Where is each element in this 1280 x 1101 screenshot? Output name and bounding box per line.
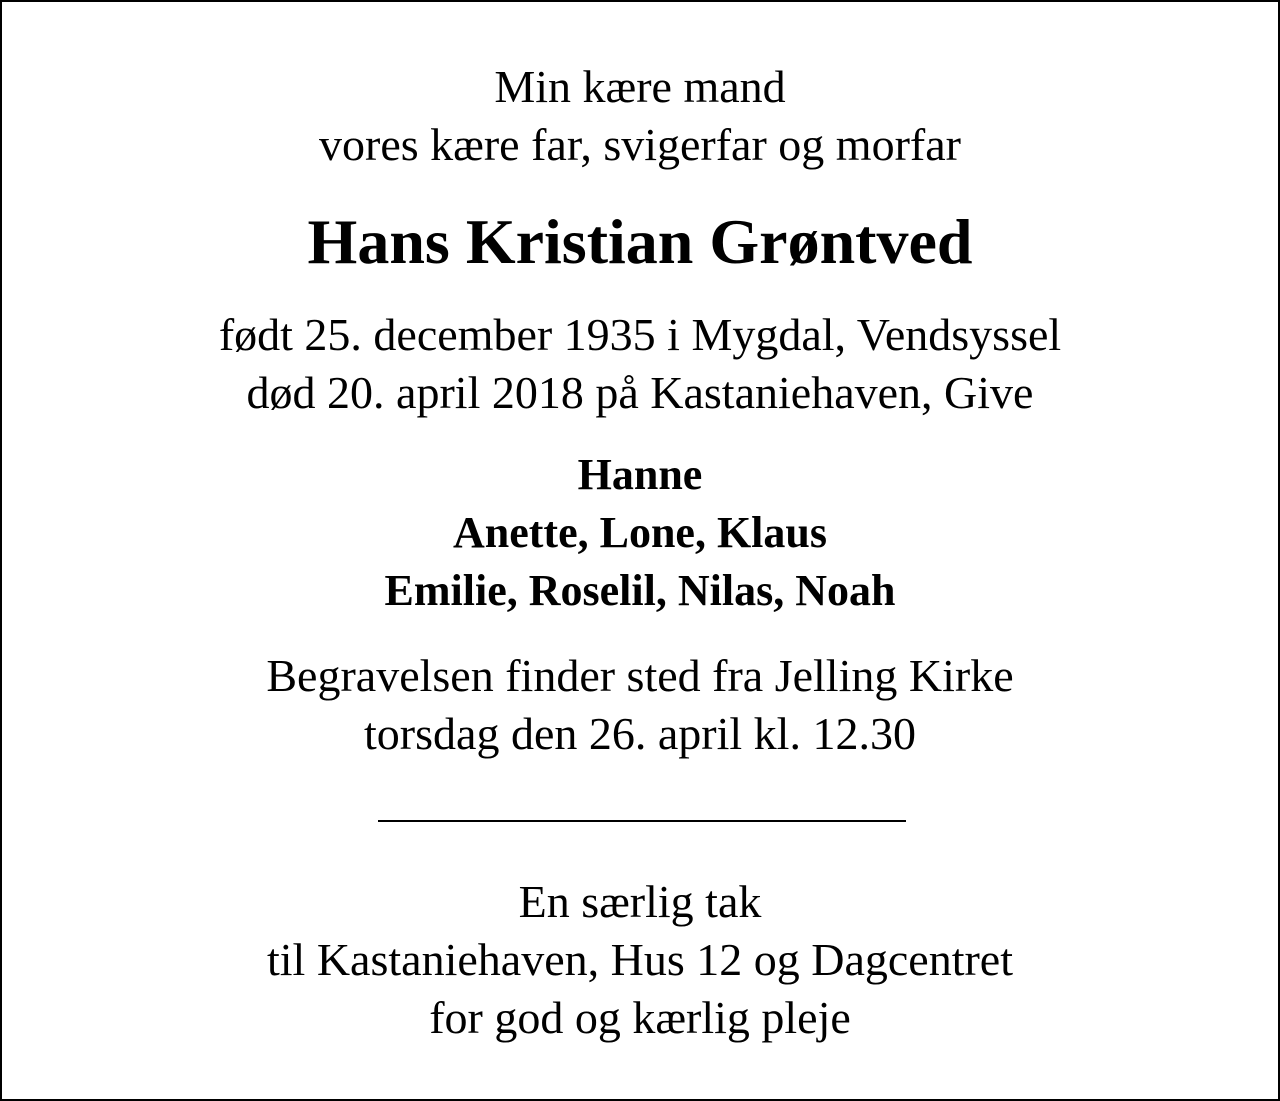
divider-rule — [378, 820, 906, 822]
birth-line: født 25. december 1935 i Mygdal, Vendsyssel — [218, 309, 1062, 360]
thanks-line-1: En særlig tak — [518, 876, 762, 927]
intro-line-2: vores kære far, svigerfar og morfar — [319, 119, 961, 170]
family-spouse: Hanne — [577, 450, 703, 499]
thanks-line-2: til Kastaniehaven, Hus 12 og Dagcentret — [267, 934, 1013, 985]
funeral-line-2: torsdag den 26. april kl. 12.30 — [364, 708, 916, 759]
family-children: Anette, Lone, Klaus — [453, 508, 827, 557]
deceased-name: Hans Kristian Grøntved — [307, 206, 973, 277]
funeral-line-1: Begravelsen finder sted fra Jelling Kirke — [266, 650, 1014, 701]
intro-line-1: Min kære mand — [494, 61, 786, 112]
death-line: død 20. april 2018 på Kastaniehaven, Give — [246, 367, 1034, 418]
thanks-line-3: for god og kærlig pleje — [429, 992, 851, 1043]
family-grandchildren: Emilie, Roselil, Nilas, Noah — [384, 566, 896, 615]
